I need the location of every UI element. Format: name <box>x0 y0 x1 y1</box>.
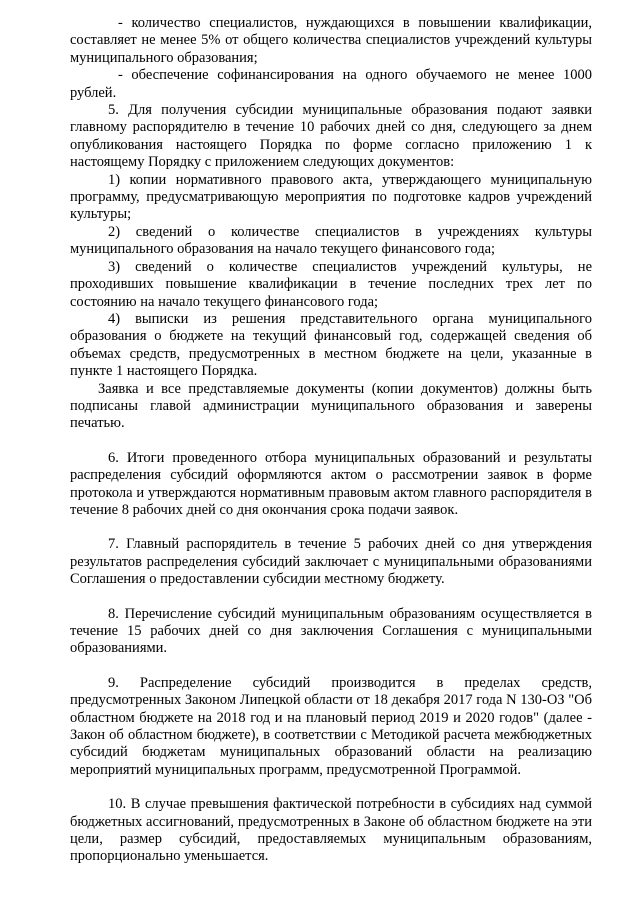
document-page <box>70 15 592 866</box>
list-item-2: 2) сведений о количестве специалистов в учреждениях культуры муниципального образования на начало текущего финансового года; <box>70 223 592 258</box>
paragraph-10-reduction: 10. В случае превышения фактической потребности в субсидиях над суммой бюджетных ассигнований, предусмотренных в Законе об областном бюджете на эти цели, размер субсидий, предоставляемых муниципальным образованиям, пропорционально уменьшается. <box>70 796 592 865</box>
paragraph-5-application: 5. Для получения субсидии муниципальные образования подают заявки главному распорядителю в течение 10 рабочих дней со дня, следующего за днем опубликования настоящего Порядка по форме согласно приложению 1 к настоящему Порядку с приложением следующих документов: <box>70 102 592 171</box>
list-item-4: 4) выписки из решения представительного органа муниципального образования о бюджете на текущий финансовый год, содержащей сведения об объемах средств, предусмотренных в местном бюджете на цели, указанные в пункте 1 настоящего Порядка. <box>70 310 592 380</box>
paragraph-signature-requirement: Заявка и все представляемые документы (копии документов) должны быть подписаны главой администрации муниципального образования и заверены печатью. <box>70 380 592 432</box>
paragraph-6-results: 6. Итоги проведенного отбора муниципальных образований и результаты распределения субсидий оформляются актом о рассмотрении заявок в форме протокола и утверждаются нормативным правовым актом главного распорядителя в течение 8 рабочих дней со дня окончания срока подачи заявок. <box>70 449 592 518</box>
paragraph-cofinancing: - обеспечение софинансирования на одного обучаемого не менее 1000 рублей. <box>70 67 592 101</box>
paragraph-9-distribution: 9. Распределение субсидий производится в пределах средств, предусмотренных Законом Липецкой области от 18 декабря 2017 года N 130-ОЗ "Об областном бюджете на 2018 год и на плановый период 2019 и 2020 годов" (далее - Закон об областном бюджете), в соответствии с Методикой расчета межбюджетных субсидий бюджетам муниципальных образований области на реализацию мероприятий муниципальных программ, предусмотренной Программой. <box>70 674 592 778</box>
list-item-3: 3) сведений о количестве специалистов учреждений культуры, не проходивших повышение квалификации в течение последних трех лет по состоянию на начало текущего финансового года; <box>70 258 592 310</box>
list-item-1: 1) копии нормативного правового акта, утверждающего муниципальную программу, предусматривающую мероприятия по подготовке кадров учреждений культуры; <box>70 171 592 223</box>
paragraph-8-transfer: 8. Перечисление субсидий муниципальным образованиям осуществляется в течение 15 рабочих дней со дня заключения Соглашения с муниципальными образованиями. <box>70 605 592 657</box>
paragraph-7-agreements: 7. Главный распорядитель в течение 5 рабочих дней со дня утверждения результатов распределения субсидий заключает с муниципальными образованиями Соглашения о предоставлении субсидии местному бюджету. <box>70 536 592 588</box>
paragraph-specialists-share: - количество специалистов, нуждающихся в повышении квалификации, составляет не менее 5% от общего количества специалистов учреждений культуры муниципального образования; <box>70 15 592 66</box>
